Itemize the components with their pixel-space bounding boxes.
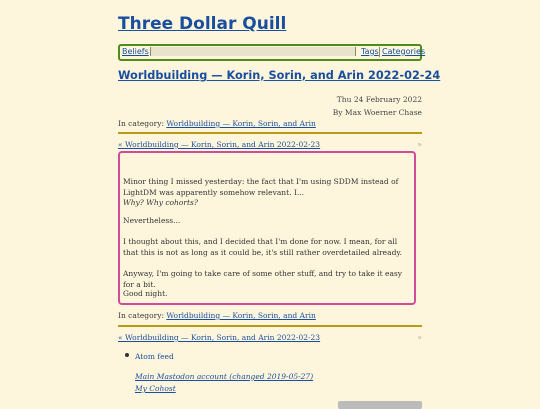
mastodon-link[interactable]: Main Mastodon account (changed 2019-05-27) [135,372,314,381]
category-link[interactable]: Worldbuilding — Korin, Sorin, and Arin [166,119,316,128]
post-paragraph: Good night. [123,289,168,298]
nav-categories-link[interactable]: Categories [382,47,426,56]
previous-post-link[interactable]: « Worldbuilding — Korin, Sorin, and Arin 2022-02-23 [118,140,321,149]
post-paragraph: I thought about this, and I decided that I'm done for now. I mean, for all that this is not as long as it could be, it's still rather overdetailed already. [123,237,403,257]
post-paragraph: Why? Why cohorts? [123,198,198,207]
post-date: Thu 24 February 2022 [336,95,422,104]
footer-social-cohost [135,384,176,393]
cohost-link[interactable]: My Cohost [135,384,176,393]
license-badge-icon[interactable] [338,401,422,409]
next-post-arrow[interactable]: » [417,140,422,149]
footer-social-mastodon [135,372,313,381]
post-navigation-top [118,140,422,149]
divider-rule [118,132,422,134]
post-author: By Max Woerner Chase [332,108,422,117]
navigation-bar [118,44,426,61]
site-title-link[interactable]: Three Dollar Quill [118,14,287,34]
category-prefix: In category: [118,311,164,320]
post-title-link[interactable]: Worldbuilding — Korin, Sorin, and Arin 2022-02-24 [118,69,441,82]
nav-search-box[interactable] [150,47,356,56]
nav-beliefs-link[interactable]: Beliefs [122,47,149,56]
list-bullet [125,353,129,357]
post-body [118,151,416,305]
category-line-top [118,119,316,128]
nav-divider [379,47,380,57]
previous-post-link[interactable]: « Worldbuilding — Korin, Sorin, and Arin 2022-02-23 [118,333,321,342]
category-link[interactable]: Worldbuilding — Korin, Sorin, and Arin [166,311,316,320]
category-prefix: In category: [118,119,164,128]
next-post-arrow[interactable]: » [417,333,422,342]
category-line-bottom [118,311,316,320]
footer-feed-item [135,352,174,361]
post-paragraph: Minor thing I missed yesterday: the fact that I'm using SDDM instead of LightDM was apparently somehow relevant. I... [123,177,399,197]
post-paragraph: Nevertheless... [123,216,181,225]
divider-rule [118,325,422,327]
atom-feed-link[interactable]: Atom feed [135,352,174,361]
post-navigation-bottom [118,333,422,342]
post-paragraph: Anyway, I'm going to take care of some other stuff, and try to take it easy for a bit. [123,269,403,289]
nav-tags-link[interactable]: Tags [361,47,379,56]
